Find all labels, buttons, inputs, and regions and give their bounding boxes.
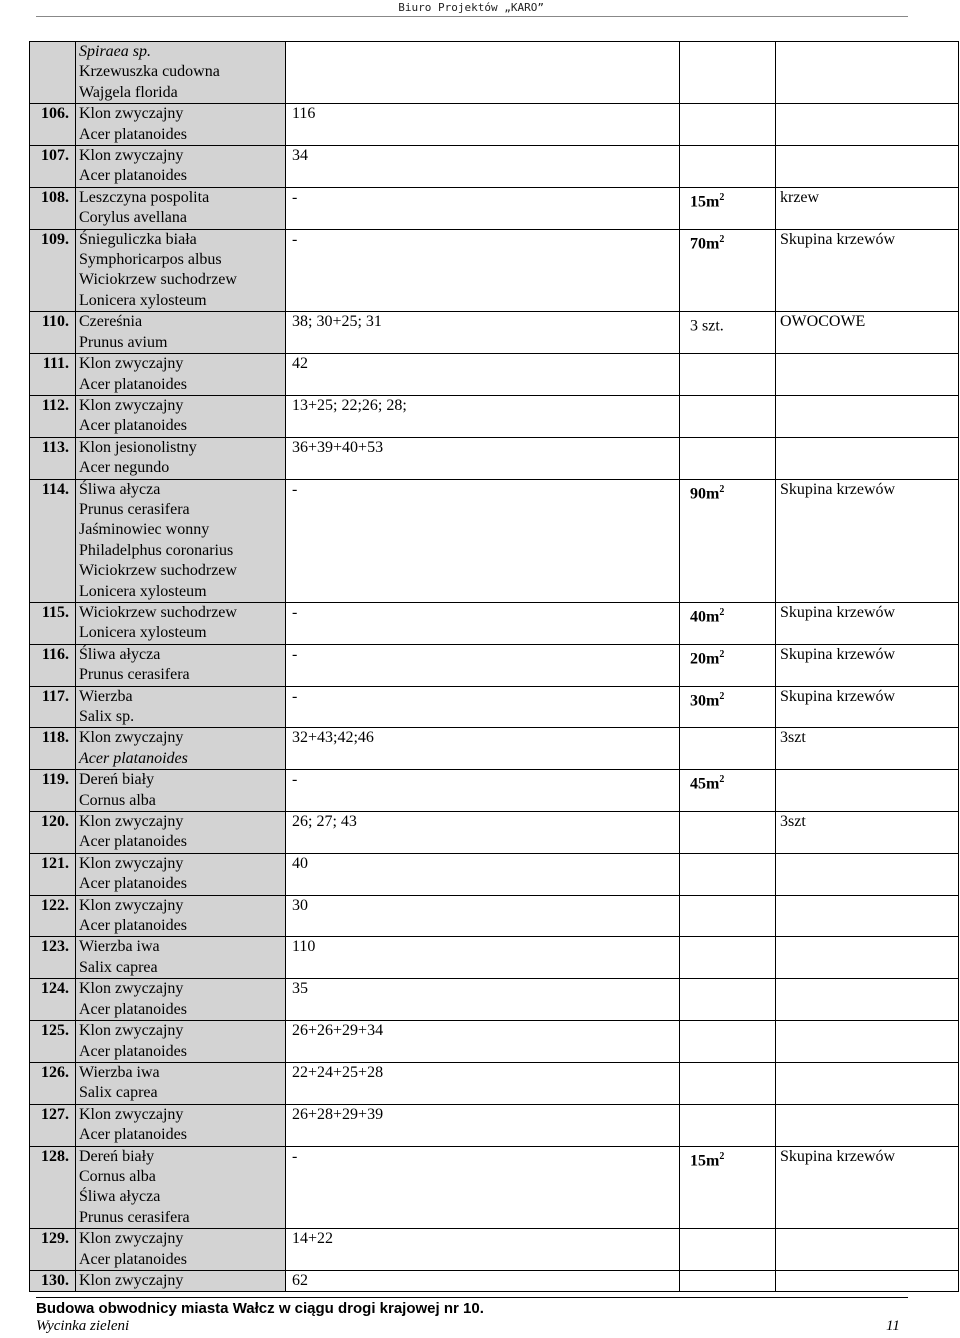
species-cell [76,1062,286,1104]
species-name: Acer negundo [79,459,170,477]
tree-inventory-table [29,41,959,1292]
area-cell [680,1104,776,1146]
area-value: 30m [690,691,720,709]
area-cell [680,770,776,812]
species-name: Jaśminowiec wonny [79,521,210,539]
area-cell [680,229,776,312]
table-row [30,895,959,937]
species-name: Klon zwyczajny [79,980,184,998]
row-number: 106. [30,104,76,146]
species-cell [76,1021,286,1063]
species-cell [76,602,286,644]
species-cell [76,770,286,812]
trunk-circumference: 32+43;42;46 [286,728,680,770]
species-name: Klon zwyczajny [79,105,184,123]
area-cell [680,1062,776,1104]
row-number: 121. [30,853,76,895]
area-cell [680,937,776,979]
table-row [30,937,959,979]
area-cell [680,1270,776,1291]
area-value: 45m [690,775,720,793]
species-name: Klon zwyczajny [79,729,184,747]
table-row [30,437,959,479]
remarks [776,146,959,188]
species-name: Acer platanoides [79,417,187,435]
row-number: 120. [30,812,76,854]
remarks: Skupina krzewów [776,1146,959,1229]
area-cell [680,1229,776,1271]
species-name: Acer platanoides [79,1250,187,1268]
trunk-circumference: - [286,686,680,728]
species-name: Krzewuszka cudowna [79,63,220,81]
species-cell [76,812,286,854]
species-cell [76,1270,286,1291]
species-name: Wierzba iwa [79,1063,160,1081]
species-cell [76,229,286,312]
trunk-circumference: 30 [286,895,680,937]
species-name: Cornus alba [79,1167,156,1185]
species-cell [76,895,286,937]
remarks: OWOCOWE [776,312,959,354]
area-cell [680,895,776,937]
footer-rule [36,1297,908,1298]
table-row [30,770,959,812]
row-number: 111. [30,354,76,396]
species-name: Acer platanoides [79,1000,187,1018]
species-cell [76,1146,286,1229]
table-row [30,1146,959,1229]
row-number: 128. [30,1146,76,1229]
row-number: 107. [30,146,76,188]
remarks [776,354,959,396]
species-name: Acer platanoides [79,1126,187,1144]
table-row [30,229,959,312]
remarks [776,979,959,1021]
species-name: Wiciokrzew suchodrzew [79,562,237,580]
area-cell [680,686,776,728]
trunk-circumference: 38; 30+25; 31 [286,312,680,354]
trunk-circumference: - [286,602,680,644]
area-value: 90m [690,484,720,502]
area-cell [680,395,776,437]
species-name: Śnieguliczka biała [79,230,197,248]
row-number: 126. [30,1062,76,1104]
remarks: krzew [776,187,959,229]
species-name: Klon zwyczajny [79,396,184,414]
table-row [30,479,959,602]
species-name: Prunus cerasifera [79,500,190,518]
area-cell [680,146,776,188]
trunk-circumference: 62 [286,1270,680,1291]
table-row [30,354,959,396]
row-number: 115. [30,602,76,644]
remarks [776,1270,959,1291]
row-number: 108. [30,187,76,229]
species-cell [76,187,286,229]
species-cell [76,686,286,728]
species-name: Klon zwyczajny [79,355,184,373]
remarks [776,395,959,437]
row-number: 117. [30,686,76,728]
species-name: Acer platanoides [79,375,187,393]
area-cell [680,479,776,602]
area-unit-exponent: 2 [719,233,725,245]
area-cell [680,312,776,354]
remarks: Skupina krzewów [776,479,959,602]
species-cell [76,853,286,895]
row-number: 109. [30,229,76,312]
table-row [30,1229,959,1271]
species-name: Klon zwyczajny [79,147,184,165]
company-name: Biuro Projektów „KARO” [398,1,544,14]
row-number: 122. [30,895,76,937]
species-name: Klon zwyczajny [79,854,184,872]
species-name: Corylus avellana [79,209,187,227]
species-cell [76,437,286,479]
remarks [776,770,959,812]
area-cell [680,644,776,686]
area-cell [680,812,776,854]
species-name: Symphoricarpos albus [79,251,222,269]
row-number: 116. [30,644,76,686]
species-cell [76,644,286,686]
trunk-circumference: 14+22 [286,1229,680,1271]
trunk-circumference: - [286,644,680,686]
species-name: Salix caprea [79,1084,158,1102]
species-name: Salix caprea [79,958,158,976]
row-number: 114. [30,479,76,602]
area-value: 15m [690,1151,720,1169]
species-cell [76,42,286,104]
species-name: Dereń biały [79,1147,155,1165]
area-cell [680,104,776,146]
species-name: Wiciokrzew suchodrzew [79,603,237,621]
species-cell [76,146,286,188]
footer-title: Budowa obwodnicy miasta Wałcz w ciągu drogi krajowej nr 10. [36,1300,484,1317]
species-cell [76,354,286,396]
trunk-circumference: 13+25; 22;26; 28; [286,395,680,437]
remarks [776,853,959,895]
trunk-circumference: 40 [286,853,680,895]
row-number: 119. [30,770,76,812]
species-cell [76,937,286,979]
species-name: Śliwa ałycza [79,1188,161,1206]
area-unit-exponent: 2 [719,483,725,495]
species-name: Wajgela florida [79,83,178,101]
trunk-circumference: - [286,1146,680,1229]
table-row [30,312,959,354]
species-cell [76,104,286,146]
species-name: Klon zwyczajny [79,1105,184,1123]
trunk-circumference: - [286,187,680,229]
species-name: Prunus cerasifera [79,666,190,684]
species-name: Wierzba [79,687,133,705]
species-name: Lonicera xylosteum [79,582,207,600]
species-cell [76,1229,286,1271]
species-name: Acer platanoides [79,1042,187,1060]
area-value: 3 szt. [690,317,724,335]
species-name: Klon zwyczajny [79,813,184,831]
species-name: Acer platanoides [79,875,187,893]
trunk-circumference: 36+39+40+53 [286,437,680,479]
species-name: Śliwa ałycza [79,645,161,663]
row-number: 110. [30,312,76,354]
area-value: 70m [690,234,720,252]
row-number: 129. [30,1229,76,1271]
area-cell [680,728,776,770]
species-cell [76,1104,286,1146]
table-row [30,728,959,770]
species-cell [76,312,286,354]
remarks: Skupina krzewów [776,602,959,644]
remarks: Skupina krzewów [776,229,959,312]
footer-subtitle: Wycinka zieleni [36,1318,130,1334]
species-name: Klon zwyczajny [79,896,184,914]
table-row [30,686,959,728]
area-cell [680,602,776,644]
remarks [776,1021,959,1063]
table-row [30,644,959,686]
area-unit-exponent: 2 [719,648,725,660]
species-cell [76,479,286,602]
trunk-circumference: 110 [286,937,680,979]
row-number: 130. [30,1270,76,1291]
table-row [30,104,959,146]
table-row [30,42,959,104]
remarks [776,937,959,979]
row-number: 113. [30,437,76,479]
area-value: 15m [690,193,720,211]
species-name: Klon zwyczajny [79,1022,184,1040]
remarks [776,104,959,146]
trunk-circumference: 26+26+29+34 [286,1021,680,1063]
row-number: 112. [30,395,76,437]
row-number [30,42,76,104]
species-cell [76,395,286,437]
row-number: 127. [30,1104,76,1146]
trunk-circumference: 34 [286,146,680,188]
area-unit-exponent: 2 [719,690,725,702]
species-name: Klon zwyczajny [79,1271,184,1289]
species-name: Leszczyna pospolita [79,188,210,206]
species-name: Czereśnia [79,313,143,331]
table-row [30,812,959,854]
area-cell [680,853,776,895]
species-name: Salix sp. [79,708,135,725]
species-name: Spiraea sp. [79,43,151,60]
table-row [30,1270,959,1291]
table-row [30,979,959,1021]
table-row [30,146,959,188]
species-name: Śliwa ałycza [79,480,161,498]
area-cell [680,437,776,479]
table-row [30,1021,959,1063]
trunk-circumference: 116 [286,104,680,146]
table-row [30,187,959,229]
area-unit-exponent: 2 [719,191,725,203]
remarks: Skupina krzewów [776,686,959,728]
area-cell [680,187,776,229]
remarks: 3szt [776,728,959,770]
remarks [776,1104,959,1146]
species-name: Klon zwyczajny [79,1230,184,1248]
species-name: Acer platanoides [79,167,187,185]
page-number: 11 [886,1318,900,1334]
row-number: 118. [30,728,76,770]
species-name: Cornus alba [79,791,156,809]
table-row [30,853,959,895]
row-number: 125. [30,1021,76,1063]
table-row [30,602,959,644]
area-value: 20m [690,650,720,668]
species-cell [76,979,286,1021]
area-unit-exponent: 2 [719,774,725,786]
area-cell [680,42,776,104]
remarks [776,1229,959,1271]
area-cell [680,979,776,1021]
species-cell [76,728,286,770]
trunk-circumference: - [286,770,680,812]
remarks [776,895,959,937]
species-name: Dereń biały [79,771,155,789]
species-name: Acer platanoides [79,125,187,143]
area-cell [680,1146,776,1229]
trunk-circumference: 22+24+25+28 [286,1062,680,1104]
species-name: Prunus avium [79,333,168,351]
remarks: Skupina krzewów [776,644,959,686]
page-header [36,0,908,17]
species-name: Wiciokrzew suchodrzew [79,271,237,289]
remarks [776,437,959,479]
area-cell [680,1021,776,1063]
species-name: Klon jesionolistny [79,438,197,456]
area-cell [680,354,776,396]
table-row [30,395,959,437]
table-row [30,1104,959,1146]
species-name: Acer platanoides [79,833,187,851]
table-row [30,1062,959,1104]
trunk-circumference [286,42,680,104]
species-name: Lonicera xylosteum [79,291,207,309]
remarks [776,1062,959,1104]
trunk-circumference: 42 [286,354,680,396]
species-name: Acer platanoides [79,917,187,935]
area-unit-exponent: 2 [719,606,725,618]
trunk-circumference: - [286,479,680,602]
remarks: 3szt [776,812,959,854]
area-value: 40m [690,608,720,626]
area-unit-exponent: 2 [719,1150,725,1162]
trunk-circumference: - [286,229,680,312]
trunk-circumference: 35 [286,979,680,1021]
species-name: Lonicera xylosteum [79,624,207,642]
species-name: Acer platanoides [79,749,188,767]
row-number: 124. [30,979,76,1021]
trunk-circumference: 26; 27; 43 [286,812,680,854]
row-number: 123. [30,937,76,979]
species-name: Philadelphus coronarius [79,541,234,559]
species-name: Wierzba iwa [79,938,160,956]
species-name: Prunus cerasifera [79,1208,190,1226]
trunk-circumference: 26+28+29+39 [286,1104,680,1146]
remarks [776,42,959,104]
